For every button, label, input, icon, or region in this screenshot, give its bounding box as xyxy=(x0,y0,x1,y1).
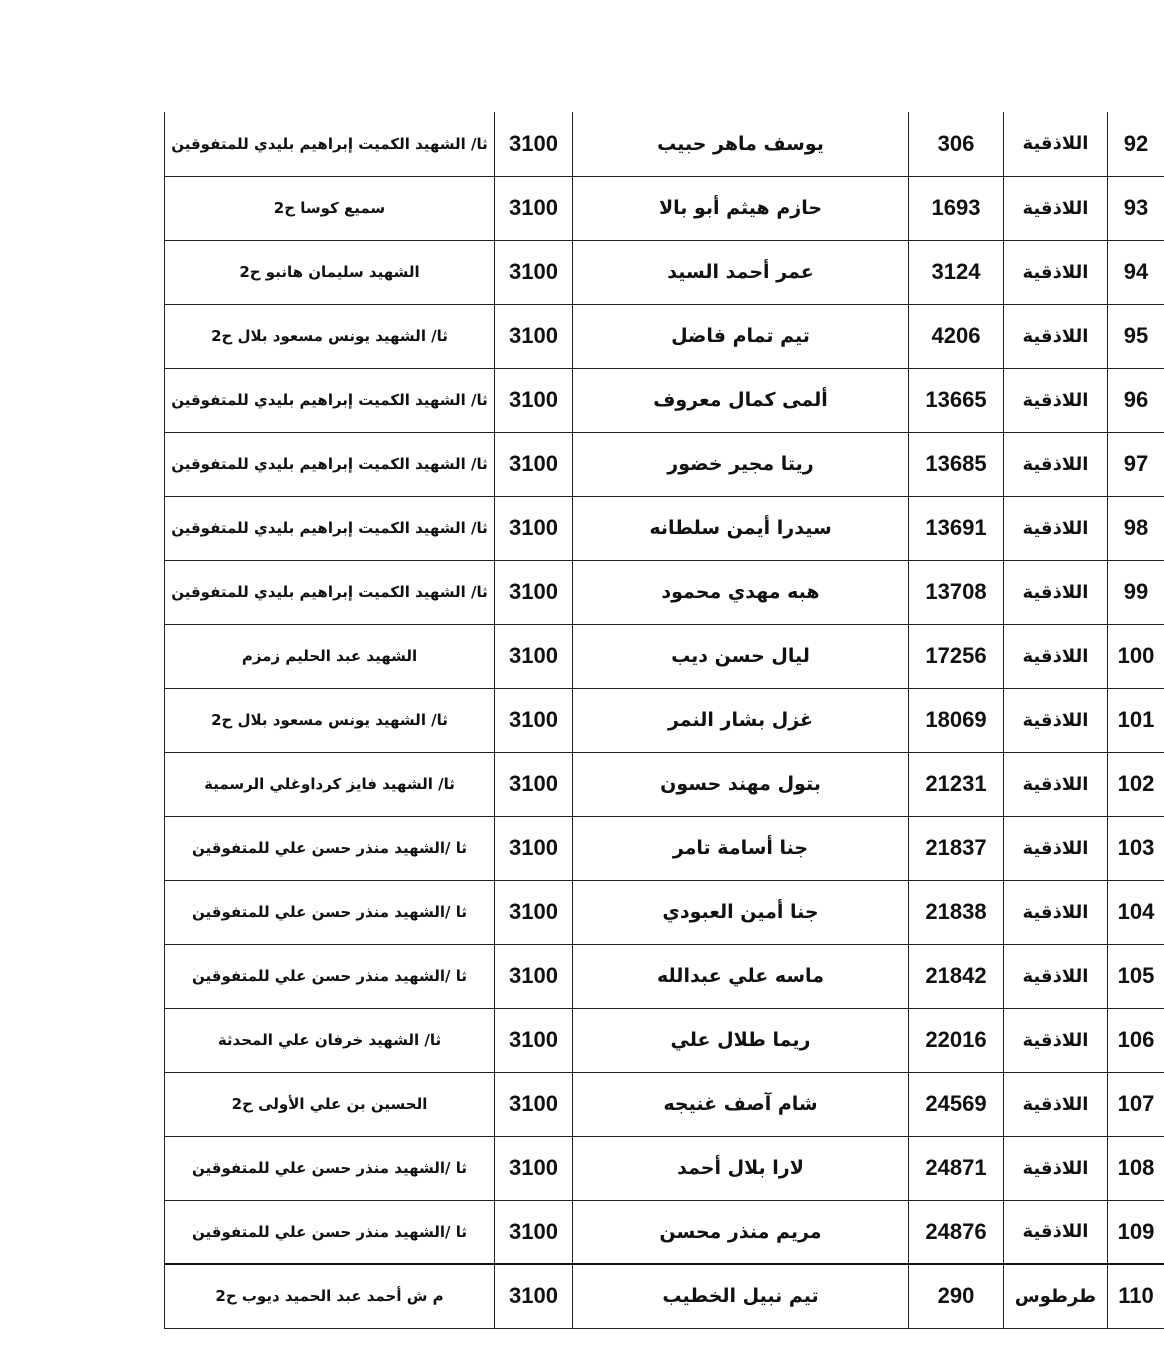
row-number: 95 xyxy=(1108,304,1164,368)
table-row xyxy=(165,304,1164,368)
table-row xyxy=(165,176,1164,240)
school-name-cell: ثا/ الشهيد الكميت إبراهيم بليدي للمتفوقين xyxy=(165,496,495,560)
score-cell: 3100 xyxy=(495,880,573,944)
results-table xyxy=(164,112,1164,1329)
school-name-cell: ثا /الشهيد منذر حسن علي للمتفوقين xyxy=(165,944,495,1008)
row-number: 99 xyxy=(1108,560,1164,624)
governorate-cell: اللاذقية xyxy=(1004,944,1108,1008)
exam-number-cell: 13665 xyxy=(909,368,1004,432)
governorate-cell: اللاذقية xyxy=(1004,1008,1108,1072)
exam-number-cell: 13685 xyxy=(909,432,1004,496)
governorate-cell: اللاذقية xyxy=(1004,1072,1108,1136)
student-name-cell: غزل بشار النمر xyxy=(573,688,909,752)
governorate-cell: اللاذقية xyxy=(1004,432,1108,496)
table-row xyxy=(165,1200,1164,1264)
exam-number-cell: 4206 xyxy=(909,304,1004,368)
table-row xyxy=(165,496,1164,560)
exam-number-cell: 24871 xyxy=(909,1136,1004,1200)
student-name-cell: ليال حسن ديب xyxy=(573,624,909,688)
student-name-cell: ماسه علي عبدالله xyxy=(573,944,909,1008)
governorate-cell: اللاذقية xyxy=(1004,752,1108,816)
student-name-cell: لارا بلال أحمد xyxy=(573,1136,909,1200)
row-number: 109 xyxy=(1108,1200,1164,1264)
exam-number-cell: 21837 xyxy=(909,816,1004,880)
results-table-body xyxy=(165,112,1164,1328)
row-number: 96 xyxy=(1108,368,1164,432)
exam-number-cell: 22016 xyxy=(909,1008,1004,1072)
governorate-cell: اللاذقية xyxy=(1004,112,1108,176)
governorate-cell: اللاذقية xyxy=(1004,560,1108,624)
governorate-cell: اللاذقية xyxy=(1004,240,1108,304)
row-number: 100 xyxy=(1108,624,1164,688)
score-cell: 3100 xyxy=(495,1136,573,1200)
row-number: 92 xyxy=(1108,112,1164,176)
score-cell: 3100 xyxy=(495,688,573,752)
score-cell: 3100 xyxy=(495,560,573,624)
table-row xyxy=(165,1264,1164,1328)
row-number: 104 xyxy=(1108,880,1164,944)
exam-number-cell: 13708 xyxy=(909,560,1004,624)
table-row xyxy=(165,688,1164,752)
school-name-cell: الشهيد سليمان هانبو ح2 xyxy=(165,240,495,304)
score-cell: 3100 xyxy=(495,1072,573,1136)
score-cell: 3100 xyxy=(495,240,573,304)
student-name-cell: هبه مهدي محمود xyxy=(573,560,909,624)
score-cell: 3100 xyxy=(495,752,573,816)
school-name-cell: ثا /الشهيد منذر حسن علي للمتفوقين xyxy=(165,1136,495,1200)
exam-number-cell: 21842 xyxy=(909,944,1004,1008)
score-cell: 3100 xyxy=(495,816,573,880)
school-name-cell: ثا/ الشهيد الكميت إبراهيم بليدي للمتفوقين xyxy=(165,112,495,176)
score-cell: 3100 xyxy=(495,496,573,560)
governorate-cell: اللاذقية xyxy=(1004,176,1108,240)
student-name-cell: ريتا مجير خضور xyxy=(573,432,909,496)
governorate-cell: اللاذقية xyxy=(1004,1136,1108,1200)
row-number: 97 xyxy=(1108,432,1164,496)
exam-number-cell: 290 xyxy=(909,1264,1004,1328)
exam-number-cell: 3124 xyxy=(909,240,1004,304)
table-row xyxy=(165,240,1164,304)
table-row xyxy=(165,1072,1164,1136)
school-name-cell: ثا /الشهيد منذر حسن علي للمتفوقين xyxy=(165,816,495,880)
score-cell: 3100 xyxy=(495,1264,573,1328)
row-number: 110 xyxy=(1108,1264,1164,1328)
governorate-cell: اللاذقية xyxy=(1004,1200,1108,1264)
school-name-cell: الشهيد عبد الحليم زمزم xyxy=(165,624,495,688)
school-name-cell: ثا/ الشهيد الكميت إبراهيم بليدي للمتفوقين xyxy=(165,560,495,624)
school-name-cell: الحسين بن علي الأولى ح2 xyxy=(165,1072,495,1136)
governorate-cell: اللاذقية xyxy=(1004,496,1108,560)
score-cell: 3100 xyxy=(495,304,573,368)
student-name-cell: ريما طلال علي xyxy=(573,1008,909,1072)
school-name-cell: م ش أحمد عبد الحميد ديوب ح2 xyxy=(165,1264,495,1328)
score-cell: 3100 xyxy=(495,1008,573,1072)
governorate-cell: اللاذقية xyxy=(1004,304,1108,368)
table-row xyxy=(165,112,1164,176)
score-cell: 3100 xyxy=(495,368,573,432)
governorate-cell: اللاذقية xyxy=(1004,688,1108,752)
table-row xyxy=(165,1008,1164,1072)
student-name-cell: عمر أحمد السيد xyxy=(573,240,909,304)
exam-number-cell: 21231 xyxy=(909,752,1004,816)
table-row xyxy=(165,432,1164,496)
student-name-cell: جنا أمين العبودي xyxy=(573,880,909,944)
table-row xyxy=(165,624,1164,688)
exam-number-cell: 17256 xyxy=(909,624,1004,688)
row-number: 101 xyxy=(1108,688,1164,752)
score-cell: 3100 xyxy=(495,112,573,176)
governorate-cell: اللاذقية xyxy=(1004,816,1108,880)
exam-number-cell: 24876 xyxy=(909,1200,1004,1264)
row-number: 105 xyxy=(1108,944,1164,1008)
exam-number-cell: 1693 xyxy=(909,176,1004,240)
table-row xyxy=(165,1136,1164,1200)
exam-number-cell: 13691 xyxy=(909,496,1004,560)
exam-number-cell: 21838 xyxy=(909,880,1004,944)
student-name-cell: يوسف ماهر حبيب xyxy=(573,112,909,176)
school-name-cell: ثا /الشهيد منذر حسن علي للمتفوقين xyxy=(165,880,495,944)
governorate-cell: طرطوس xyxy=(1004,1264,1108,1328)
student-name-cell: شام آصف غنيجه xyxy=(573,1072,909,1136)
student-name-cell: سيدرا أيمن سلطانه xyxy=(573,496,909,560)
score-cell: 3100 xyxy=(495,624,573,688)
student-name-cell: تيم نبيل الخطيب xyxy=(573,1264,909,1328)
table-row xyxy=(165,816,1164,880)
exam-number-cell: 18069 xyxy=(909,688,1004,752)
row-number: 107 xyxy=(1108,1072,1164,1136)
results-sheet xyxy=(164,112,1155,1334)
school-name-cell: ثا/ الشهيد الكميت إبراهيم بليدي للمتفوقين xyxy=(165,368,495,432)
table-row xyxy=(165,752,1164,816)
row-number: 98 xyxy=(1108,496,1164,560)
score-cell: 3100 xyxy=(495,1200,573,1264)
row-number: 93 xyxy=(1108,176,1164,240)
student-name-cell: مريم منذر محسن xyxy=(573,1200,909,1264)
school-name-cell: ثا/ الشهيد الكميت إبراهيم بليدي للمتفوقين xyxy=(165,432,495,496)
student-name-cell: حازم هيثم أبو بالا xyxy=(573,176,909,240)
row-number: 103 xyxy=(1108,816,1164,880)
school-name-cell: ثا/ الشهيد فايز كرداوغلي الرسمية xyxy=(165,752,495,816)
score-cell: 3100 xyxy=(495,944,573,1008)
row-number: 94 xyxy=(1108,240,1164,304)
student-name-cell: ألمى كمال معروف xyxy=(573,368,909,432)
row-number: 106 xyxy=(1108,1008,1164,1072)
school-name-cell: ثا/ الشهيد يونس مسعود بلال ح2 xyxy=(165,688,495,752)
exam-number-cell: 24569 xyxy=(909,1072,1004,1136)
school-name-cell: ثا /الشهيد منذر حسن علي للمتفوقين xyxy=(165,1200,495,1264)
table-row xyxy=(165,880,1164,944)
table-row xyxy=(165,560,1164,624)
table-row xyxy=(165,944,1164,1008)
school-name-cell: سميع كوسا ح2 xyxy=(165,176,495,240)
governorate-cell: اللاذقية xyxy=(1004,880,1108,944)
exam-number-cell: 306 xyxy=(909,112,1004,176)
student-name-cell: بتول مهند حسون xyxy=(573,752,909,816)
score-cell: 3100 xyxy=(495,176,573,240)
score-cell: 3100 xyxy=(495,432,573,496)
table-row xyxy=(165,368,1164,432)
school-name-cell: ثا/ الشهيد خرفان علي المحدثة xyxy=(165,1008,495,1072)
row-number: 102 xyxy=(1108,752,1164,816)
governorate-cell: اللاذقية xyxy=(1004,368,1108,432)
governorate-cell: اللاذقية xyxy=(1004,624,1108,688)
student-name-cell: جنا أسامة تامر xyxy=(573,816,909,880)
student-name-cell: تيم تمام فاضل xyxy=(573,304,909,368)
school-name-cell: ثا/ الشهيد يونس مسعود بلال ح2 xyxy=(165,304,495,368)
row-number: 108 xyxy=(1108,1136,1164,1200)
